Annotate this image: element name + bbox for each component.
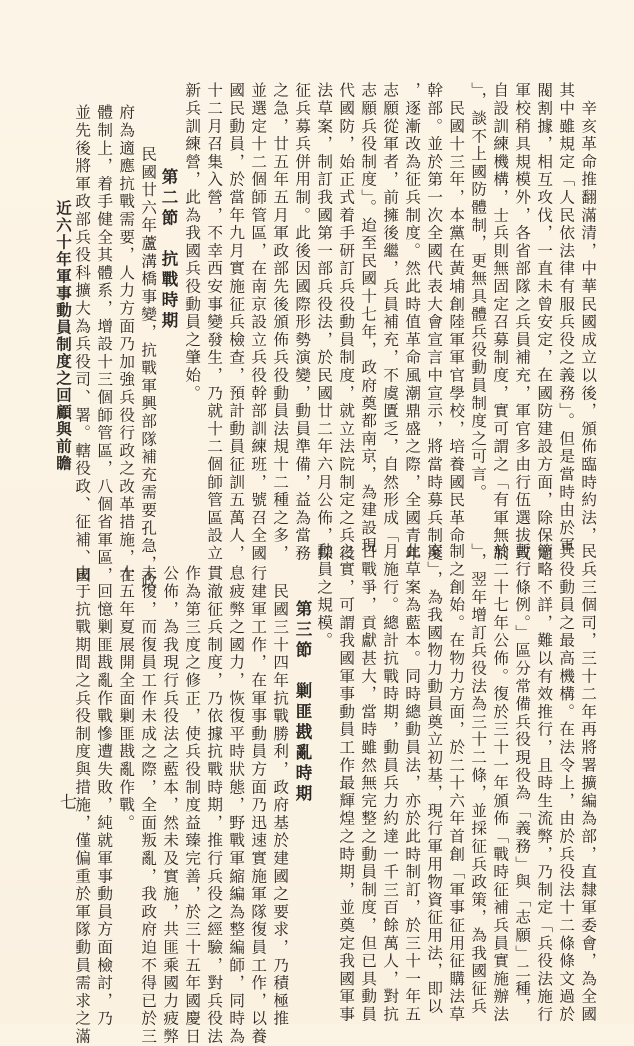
text-column: 民國三十四年抗戰勝利，政府基於建國之要求，乃積極推 [271,565,290,1028]
running-title: 近六十年軍事動員制度之回顧與前瞻 [54,200,73,472]
text-column: 體制上，着手健全其體系，增設十三個師管區，八個省軍區， [95,104,114,585]
text-column: 由于抗戰期間之兵役制度與措施，僅偏重於軍隊動員需求之滿 [73,565,92,1046]
text-column: 十五年夏展開全面剿匪戡亂作戰。 [117,565,136,832]
text-column: 府為適應抗戰需要，人力方面乃加強兵役行政之改革措施，在 [117,104,136,585]
text-column: 民國十三年，本黨在黃埔創陸軍軍官學校，培養國民革命 [447,82,466,545]
text-column: 志願從軍者，前擁後繼，兵員補充，不虞匱乏，自然形成「 [381,82,400,545]
text-column: 民國廿六年蘆溝橋事變，抗戰軍興部隊補充需要孔急，政 [139,128,158,591]
text-column: 閥割據，相互攻伐，一直未曾安定，在國防建設方面，除保定 [535,82,554,563]
text-column: 志願兵役制度」。迨至民國十七年，政府奠都南京，為建設現 [359,82,378,555]
text-column: 之實，可謂我國軍事動員工作最輝煌之時期，並奠定我國軍事 [337,543,356,1024]
text-column: 幹部。並於第一次全國代表大會宣言中宣示，將當時募兵制度 [425,82,444,563]
text-column: 貫澈征兵制度，乃依據抗戰時期，推行兵役之經驗，對兵役法 [205,565,224,1046]
text-column: 於二十七年公佈。復於三十一年頒佈「戰時征補兵員實施辦法 [491,543,510,1024]
text-column: 兵役動員之最高機構。在法令上，由於兵役法十二條條文過於 [557,543,576,1024]
section-heading: 第三節 剿匪戡亂時期 [293,600,312,805]
text-column: 代國防，始正式着手研訂兵役動員制度，就立法院制定之兵役 [337,82,356,563]
text-column: 動員之規模。 [315,543,334,650]
text-column: 日戰爭，貢獻甚大，當時雖然無完整之動員制度，但已具動員 [359,543,378,1024]
text-column: 辛亥革命推翻滿清，中華民國成立以後，頒佈臨時約法， [579,82,598,545]
text-column: 制之創始。在物力方面，於二十六年首創「軍事征用征購法草 [447,543,466,1024]
text-column: 法草案，制訂我國第一部兵役法，於民國廿二年六月公佈，採 [315,82,334,563]
text-column: 回憶剿匪戡亂作戰慘遭失敗，純就軍事動員方面檢討，乃 [95,565,114,1028]
text-column: 之急，廿五年五月軍政部先後頒佈兵役動員法規十二種之多， [271,82,290,563]
page-number: 七 [60,793,77,813]
text-column: 未復，而復員工作未成之際，全面叛亂，我政府迫不得已於三 [139,565,158,1046]
text-column: 其中雖規定「人民依法律有服兵役之義務」。但是當時由於軍 [557,82,576,555]
text-column: 新兵訓練營，此為我國兵役動員之肇始。 [183,82,202,403]
text-column: 」，談不上國防體制，更無具體兵役動員制度之可言。 [469,82,488,502]
text-column: 」，翌年增訂兵役法為三十二條，並採征兵政策，為我國征兵 [469,543,488,1016]
text-column: 國民動員，於當年九月實施征兵檢查，預計動員征訓五萬人， [227,82,246,563]
text-column: 軍校稍具規模外，各省部隊之兵員補充，軍官多由行伍選拔或 [513,82,532,563]
text-column: 此草案為藍本。同時總動員法，亦於此時制訂，於三十一年五 [403,543,422,1024]
text-column: 並選定十二個師管區，在南京設立兵役幹部訓練班，號召全國 [249,82,268,563]
text-column: 自設訓練機構，士兵則無固定召募制度，實可謂之「有軍無制 [491,82,510,563]
text-column: 並先後將軍政部兵役科擴大為兵役司、署。轄役政、征補、國 [73,104,92,585]
section-heading: 第二節 抗戰時期 [159,168,178,332]
text-column: 行建軍工作，在軍事動員方面乃迅速實施軍隊復員工作，以養 [249,565,268,1046]
text-column: 十二月召集入營，不幸西安事變發生，乃就十二個師管區設立 [205,82,224,563]
text-column: 征兵募兵併用制。此後因國際形勢演變，動員準備，益為當務 [293,82,312,563]
text-column: 息疲弊之國力，恢復平時狀態，野戰軍縮編為整編師，同時為 [227,565,246,1046]
text-column: 公佈，為我現行兵役法之藍本，然未及實施，共匪乘國力疲弊 [161,565,180,1046]
text-column: ，逐漸改為征兵制度。然此時值革命風潮鼎盛之際，全國青年 [403,82,422,563]
text-column: 作為第三度之修正，使兵役制度益臻完善，於三十五年國慶日 [183,565,202,1046]
text-column: 民兵三個司，三十二年再將署擴編為部，直隸軍委會，為全國 [579,543,598,1024]
text-column: 月施行。總計抗戰時期，動員兵力約達一千三百餘萬人，對抗 [381,543,400,1024]
text-column: 簡略不詳，難以有效推行，且時生流弊，乃制定「兵役法施行 [535,543,554,1024]
text-column: 暫行條例。」區分常備兵役現役為「義務」與「志願」二種， [513,543,532,1016]
text-column: 案」，為我國物力動員奠立初基，現行軍用物資征用法，即以 [425,543,444,1016]
